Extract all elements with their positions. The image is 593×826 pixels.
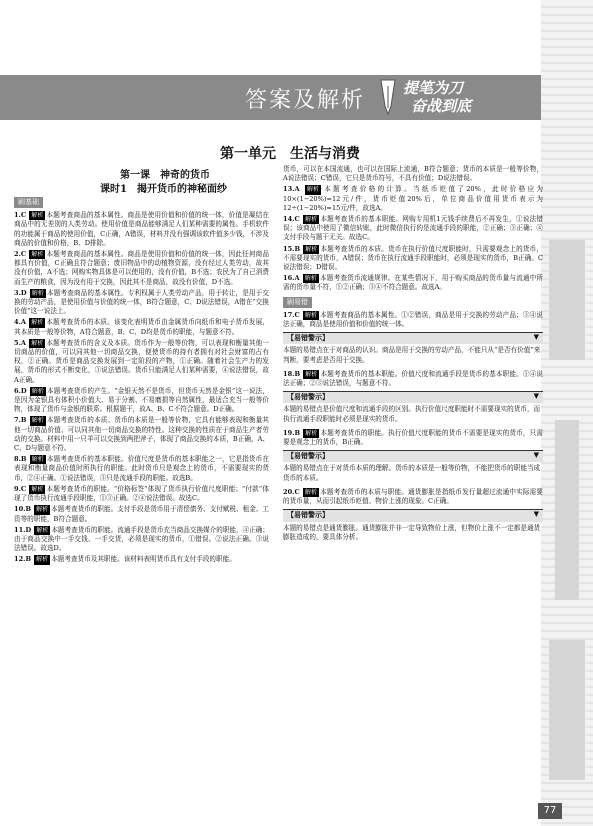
answer-text: 本题考查货币的含义及本质。货币作为一般等价物，可以表现和衡量其他一切商品的价值，可以同其他一切商品交换，便使货币的持有者拥有对社会财富的占有权，②正确。货币是商品交换发展到一定阶段的产物，①正确。随着社会生产力的发展，货币的形式不断变化，③说法错误。货币只能满足人们某种需要，④说法错误，故A正确。: [14, 338, 269, 384]
answer-number: 20.C: [283, 487, 300, 496]
page-number: 77: [538, 803, 562, 819]
header-title: 答案及解析: [245, 88, 366, 113]
answer-item: [283, 165, 543, 183]
answer-number: 6.D: [14, 386, 27, 395]
answer-number: 1.C: [14, 211, 27, 220]
explanation-tag: 解析: [305, 216, 318, 224]
answer-item: [283, 185, 543, 213]
answer-text: 本题考查货币的产生。“金银天然不是货币，但货币天然是金银”这一说法，是因为金银具有体积小价值大、易于分割、不易磨损等自然属性，最适合充当一般等价物，体现了货币与金银的联系。根据题干，故A、B、C不符合题意。D正确。: [14, 386, 269, 414]
explanation-tag: 解析: [31, 485, 44, 493]
section-tag-basic: 刷基础: [14, 197, 43, 208]
answer-item: [14, 318, 269, 336]
warning-title: 【易错警示】 ▼: [283, 510, 543, 521]
answer-number: 19.B: [283, 428, 301, 437]
logo-line1: 提笔为刀: [403, 79, 464, 97]
answer-list-right-top: [283, 165, 543, 293]
answer-list-left: [14, 211, 269, 564]
logo-line2: 奋战到底: [411, 97, 472, 115]
answer-item: [14, 485, 269, 503]
explanation-tag: 解析: [306, 186, 319, 194]
section-tag-hard: 刷易错: [283, 297, 312, 308]
unit-title: 第一单元 生活与消费: [220, 146, 360, 162]
answer-number: 18.B: [283, 369, 301, 378]
answer-text: 本题考查货币的本质。货币的本质是一般等价物，它具有能够表现和衡量其他一切商品价值、可以同其他一切商品交换的特性。这种交换的性质在于商品生产者劳动的交换。材料中用一只羊可以交换到两把斧子，体现了商品交换的本质，B正确，A、C、D与题意不符。: [14, 416, 269, 453]
answer-item: [14, 555, 269, 564]
answer-list-right-bottom: [283, 311, 543, 544]
answer-item: [283, 370, 543, 388]
answer-number: 4.A: [14, 318, 26, 327]
explanation-tag: 解析: [36, 526, 49, 534]
answer-item: [283, 274, 543, 292]
answer-number: 3.D: [14, 288, 27, 297]
answer-number: 16.A: [283, 274, 300, 283]
explanation-tag: 解析: [305, 311, 318, 319]
warning-box: [283, 509, 543, 544]
explanation-tag: 解析: [31, 417, 44, 425]
answer-number: 9.C: [14, 484, 27, 493]
answer-item: [283, 245, 543, 273]
explanation-tag: 解析: [36, 556, 49, 564]
answer-text: 本题考查货币的基本职能。价值尺度和流通手段是货币的基本职能。①④说法正确；②③说法错误，与题意不符。: [283, 369, 543, 388]
explanation-tag: 解析: [31, 319, 44, 327]
explanation-tag: 解析: [305, 429, 318, 437]
answer-text: 本题考查价格的计算。当纸币贬值了20%，此时价格应为10×(1−20%)=12元/件，货币贬值20%后，单位商品价值用货币表示为12÷(1−20%)=15元/件，故选A。: [283, 185, 543, 212]
answer-text: 本题考查货币的职能。执行价值尺度职能的货币不需要是现实的货币，只需要是观念上的货币，B正确。: [283, 428, 543, 447]
explanation-tag: 解析: [31, 339, 44, 347]
explanation-tag: 解析: [31, 289, 44, 297]
explanation-tag: 解析: [36, 506, 49, 514]
answer-number: 14.C: [283, 215, 300, 224]
answer-item: [14, 505, 269, 523]
answer-number: 15.B: [283, 244, 301, 253]
warning-title: 【易错警示】 ▼: [283, 451, 543, 462]
answer-item: [283, 215, 543, 243]
answer-item: [14, 387, 269, 415]
answer-text: 本题考查商品的基本属性。商品是使用价值和价值的统一体，因此任何商品都具有价值，C正确且符合题意；废旧物品中的动植物资源，没有经过人类劳动，故其没有价值，A不选；网购实物具体是可以使用的，没有价值，B不选；农民为了自己消费而生产的粮食，因为没有用于交换，因此其不是商品，故没有价值，D不选。: [14, 250, 269, 286]
answer-text: 本题考查商品的基本属性。商品是使用价值和价值的统一体，价值是凝结在商品中的无差别的人类劳动。使用价值是商品能够满足人们某种需要的属性。手机软件的功能属于商品的使用价值，C正确，A错误，材料并没有强调该软件值多少钱，不涉及商品的价值和价格，B、D排除。: [14, 211, 269, 247]
answer-number: 5.A: [14, 338, 26, 347]
warning-text: 本题的易错点是通货膨胀。通货膨胀并非一定导致物价上涨，但物价上涨不一定都是通货膨胀造成的，要具体分析。: [283, 523, 541, 541]
answer-text: 本题考查货币及其职能。该材料表明货币具有支付手段的职能。: [51, 555, 236, 564]
warning-box: [283, 332, 543, 367]
warning-text: 本题的易错点在于对货币本质的理解。货币的本质是一般等价物，不能把货币的职能当成货币的本质。: [283, 464, 541, 482]
warning-title: 【易错警示】 ▼: [283, 333, 543, 344]
sub-lesson-title: 课时1 揭开货币的神秘面纱: [100, 184, 227, 195]
warning-title: 【易错警示】 ▼: [283, 392, 543, 403]
answer-text: 本题考查货币的基本职能。网购专用机1元钱手续费后不再发生，①说法错误；该商品中使用了微信转账，此时微信执行的是流通手段的职能，②正确；③正确；④支付手段与题干无关。故选C。: [283, 215, 543, 242]
answer-number: 13.A: [283, 185, 300, 194]
warning-text: 本题的易错点是价值尺度和流通手段的区别。执行价值尺度职能时不需要现实的货币，而执行流通手段职能时必须是现实的货币。: [283, 405, 541, 423]
answer-text: 本题考查货币的本质与职能。通货膨胀是指纸币发行量超过流通中实际需要的货币量，从而引起纸币贬值、物价上涨的现象。C正确。: [283, 487, 543, 506]
explanation-tag: 解析: [31, 212, 44, 220]
answer-text: 本题考查货币的本质。该变化表明货币由金属货币向纸币和电子货币发展，其本质是一般等价物，A符合题意，B、C、D均是货币的职能，与题意不符。: [14, 318, 269, 336]
explanation-tag: 解析: [31, 387, 44, 395]
answer-text: 本题考查货币的基本职能。价值尺度是货币的基本职能之一，它是指货币在表现和衡量商品价值时所执行的职能。此时货币只是观念上的货币，不需要现实的货币，②④正确。①说法错误，③只是流通手段的职能。故选B。: [14, 455, 269, 482]
answer-item: [283, 488, 543, 506]
answer-item: [283, 429, 543, 447]
left-column: [14, 195, 269, 567]
warning-box: [283, 450, 543, 485]
side-decoration: [541, 0, 593, 826]
explanation-tag: 解析: [31, 251, 44, 259]
lesson-title: 第一课 神奇的货币: [120, 170, 210, 181]
answer-item: [14, 339, 269, 385]
right-column: [283, 165, 543, 547]
answer-number: 2.C: [14, 250, 27, 259]
answer-item: [14, 250, 269, 287]
explanation-tag: 解析: [304, 275, 317, 283]
answer-text: 本题考查商品的基本属性。①②错误，商品是用于交换的劳动产品；③④说法正确，商品是使用价值和价值的统一体。: [283, 310, 543, 329]
warning-text: 本题的易错点在于对商品的认识。商品是用于交换的劳动产品，不能只从“是否有价值”来判断，要考虑是否用于交换。: [283, 346, 541, 364]
brand-logo: [373, 76, 483, 120]
explanation-tag: 解析: [305, 488, 318, 496]
answer-item: [14, 526, 269, 554]
answer-number: 17.C: [283, 310, 300, 319]
answer-number: 7.B: [14, 416, 27, 425]
explanation-tag: 解析: [305, 370, 318, 378]
explanation-tag: 解析: [31, 456, 44, 464]
answer-text: 本题考查货币的职能。支付手段是货币用于清偿债务、支付赋税、租金、工资等的职能，B符合题意。: [14, 505, 269, 523]
answer-number: 10.B: [14, 505, 32, 514]
answer-number: 12.B: [14, 555, 32, 564]
answer-text: 货币，可以在本国流通，也可以在国际上流通，B符合题意；货币的本质是一般等价物，A说法错误；C错误，它只是货币符号，不具有价值；D说法错误。: [283, 165, 543, 183]
answer-item: [14, 455, 269, 483]
answer-item: [283, 311, 543, 329]
answer-number: 11.D: [14, 525, 32, 534]
answer-item: [14, 289, 269, 317]
answer-item: [14, 416, 269, 453]
warning-box: [283, 391, 543, 426]
answer-text: 本题考查货币的本质。货币在执行价值尺度职能时，只需要观念上的货币，不需要现实的货币，A错误；货币在执行流通手段职能时，必须是现实的货币，B正确。C说法错误；D错误。: [283, 244, 543, 272]
answer-text: 本题考查货币流通规律。在某些情况下，用于购买商品的货币量与流通中所需的货币量不符，①②正确；③④不符合题意。故选A。: [283, 274, 543, 292]
answer-item: [14, 211, 269, 248]
answer-text: 本题考查货币的职能。流通手段是货币充当商品交换媒介的职能，④正确；由于商品交换中一手交钱、一手交货，必须是现实的货币，①错误。②说法正确。③说法错误。故选D。: [14, 525, 269, 553]
answer-text: 本题考查货币的职能。“价格标签”体现了货币执行价值尺度职能；“付款”体现了货币执行流通手段职能，①③正确。②④说法错误。故选C。: [14, 484, 269, 503]
answer-text: 本题考查商品的基本属性。专利权属于人类劳动产品，用于转让，是用于交换的劳动产品，是使用价值与价值的统一体，B符合题意，C、D说法错误，A错在“交换价值”这一说法上。: [14, 288, 269, 316]
explanation-tag: 解析: [305, 245, 318, 253]
answer-number: 8.B: [14, 455, 27, 464]
